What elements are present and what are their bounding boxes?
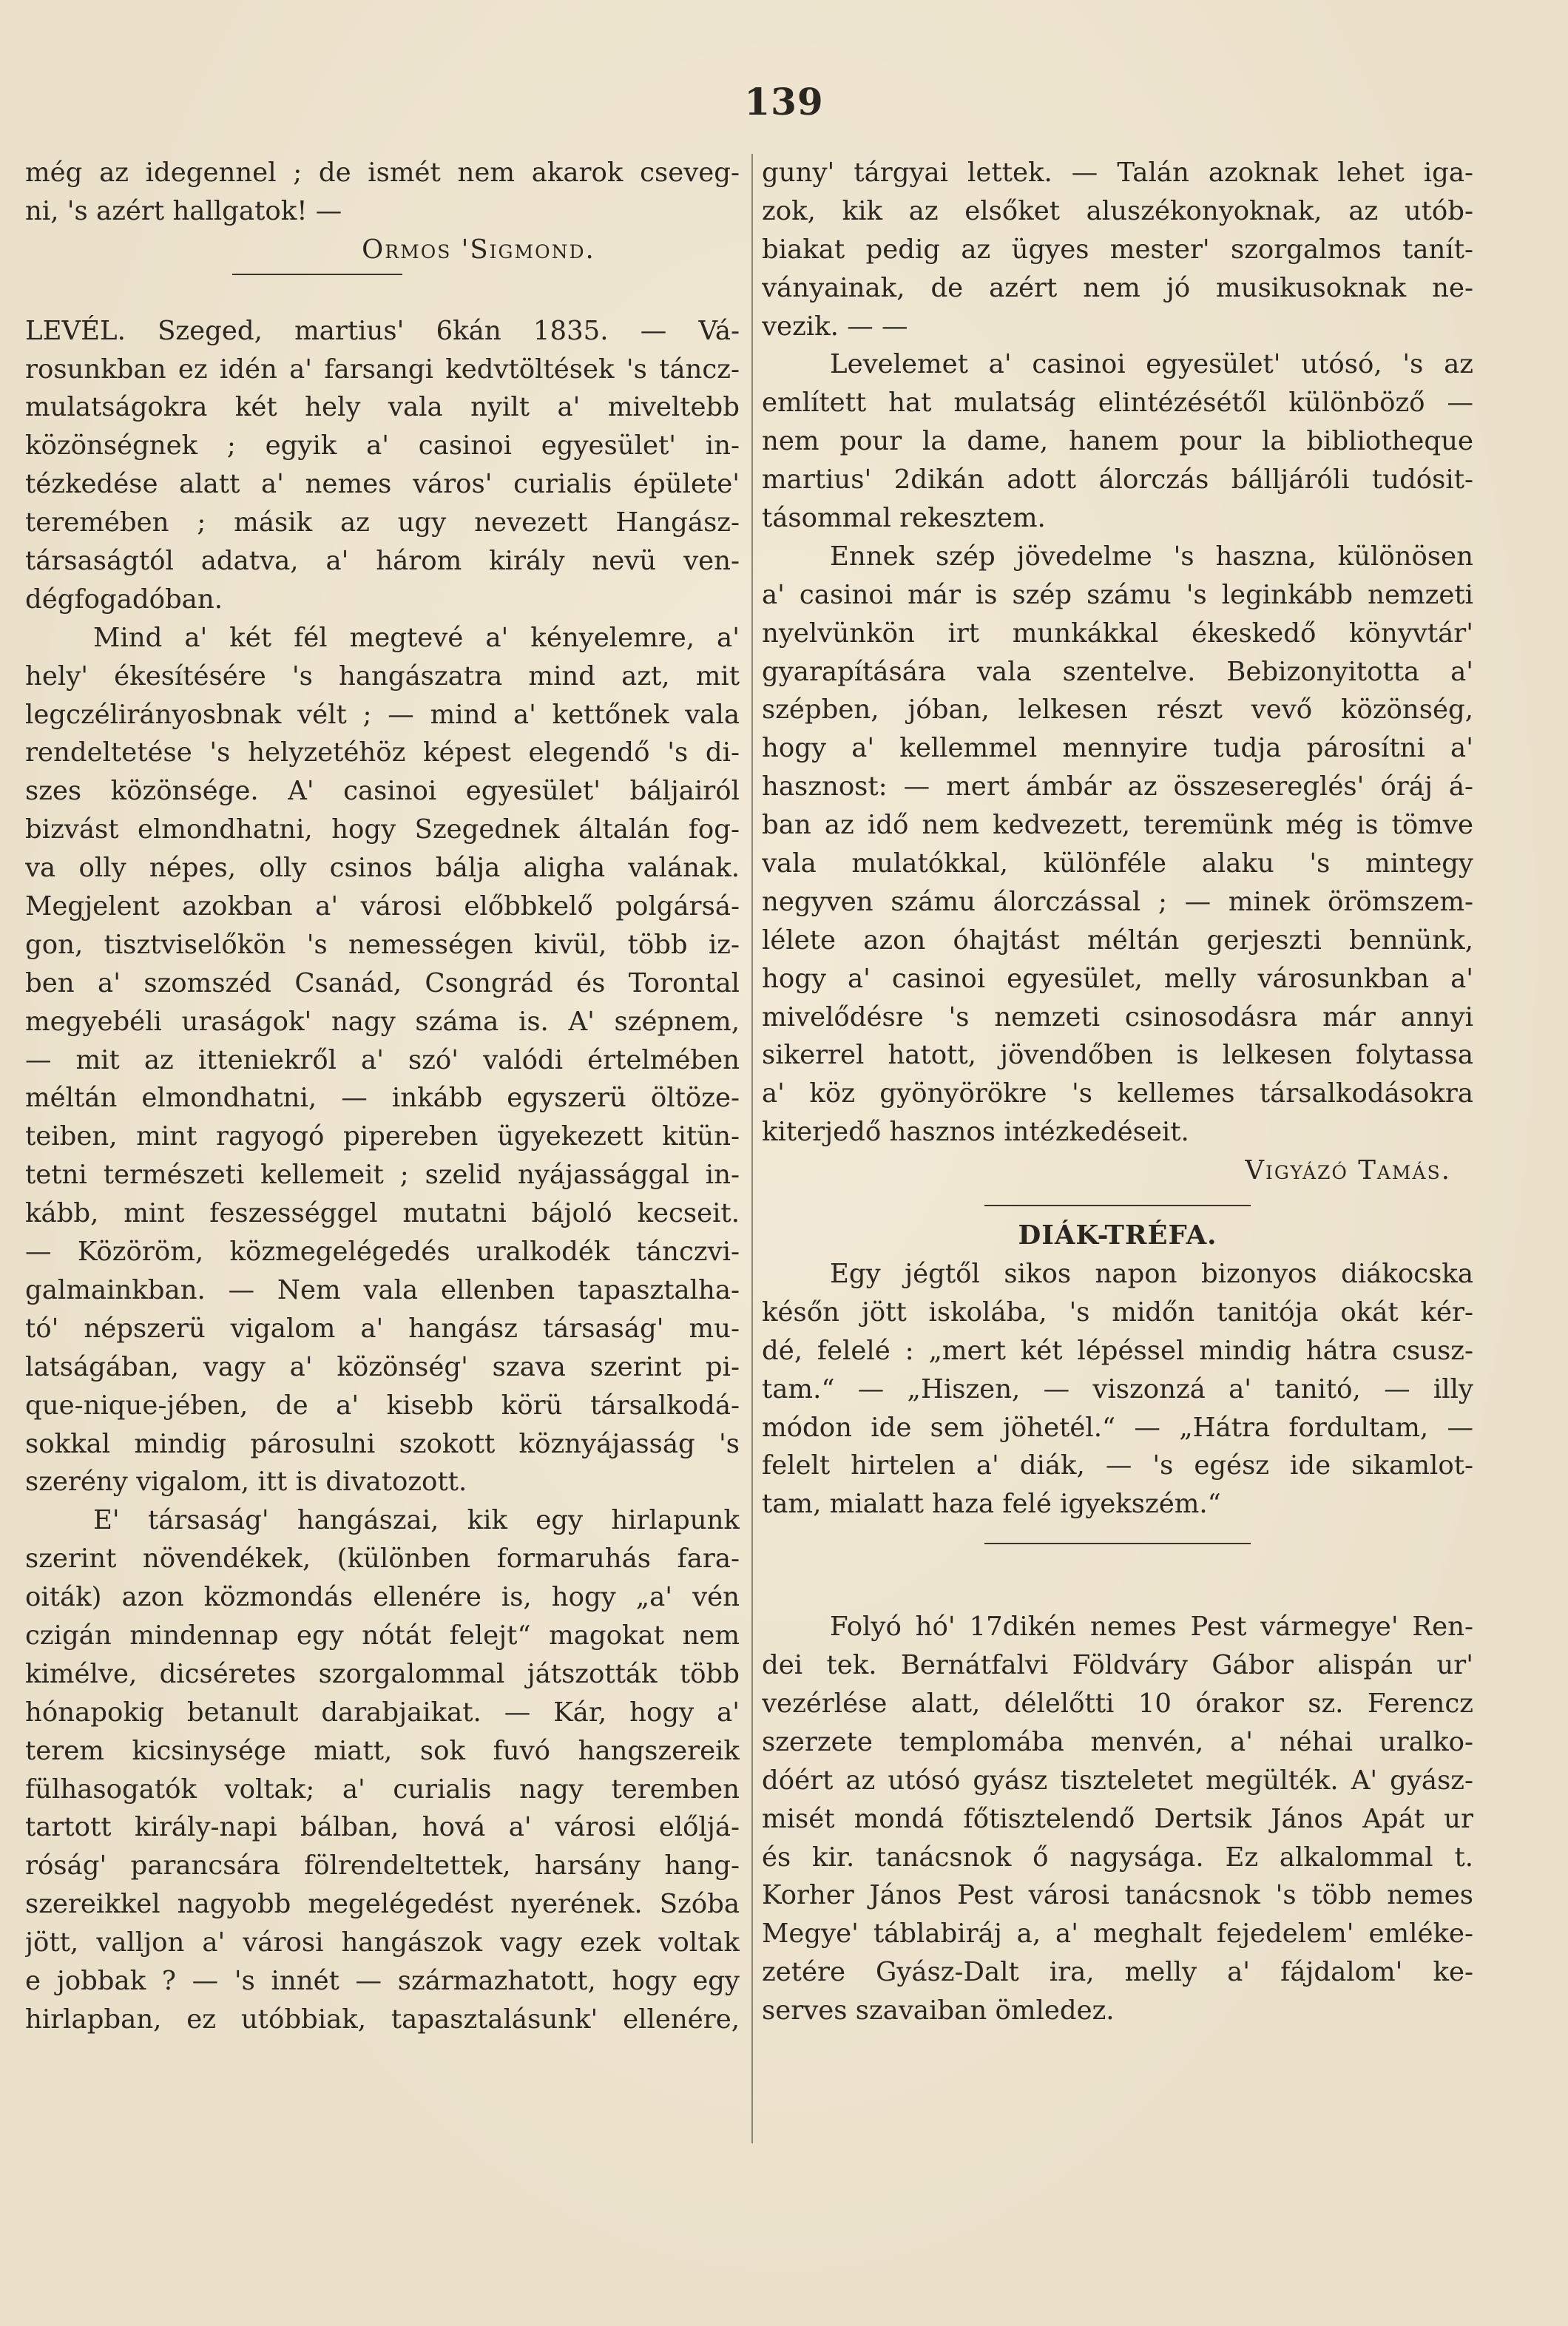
text-line: említett hat mulatság elintézésétől különböző — xyxy=(762,388,1473,419)
text-line: ványainak, de azért nem jó musikusoknak ne- xyxy=(762,272,1473,303)
text-line: rosunkban ez idén a' farsangi kedvtöltések 's táncz- xyxy=(25,354,740,385)
text-line: teremében ; másik az ugy nevezett Hangász- xyxy=(25,507,740,538)
text-line: tó' népszerü vigalom a' hangász társaság' mu- xyxy=(25,1313,740,1344)
text-line: E' társaság' hangászai, kik egy hirlapunk xyxy=(93,1505,740,1536)
text-line: galmainkban. — Nem vala ellenben tapasztalha- xyxy=(25,1274,740,1305)
text-line: méltán elmondhatni, — inkább egyszerü öltöze- xyxy=(25,1083,740,1114)
text-line: hasznost: — mert ámbár az összesereglés' óráj á- xyxy=(762,771,1473,802)
text-line: sikerrel hatott, jövendőben is lelkesen folytassa xyxy=(762,1040,1473,1071)
separator-rule xyxy=(984,1205,1251,1206)
text-line: Ennek szép jövedelme 's haszna, különösen xyxy=(830,541,1473,572)
text-line: vala mulatókkal, különféle alaku 's mintegy xyxy=(762,848,1473,879)
text-line: nem pour la dame, hanem pour la bibliotheque xyxy=(762,426,1473,457)
text-line: zok, kik az elsőket aluszékonyoknak, az utób- xyxy=(762,195,1473,226)
text-line: nyelvünkön irt munkákkal ékeskedő könyvtár' xyxy=(762,618,1473,649)
text-line: dei tek. Bernátfalvi Földváry Gábor alispán ur' xyxy=(762,1650,1473,1681)
text-line: szerény vigalom, itt is divatozott. xyxy=(25,1467,467,1498)
column-divider xyxy=(751,154,753,2143)
separator-rule xyxy=(232,274,402,275)
text-line: teiben, mint ragyogó pipereben ügyekezett kitün- xyxy=(25,1121,740,1152)
text-line: a' köz gyönyörökre 's kellemes társalkodásokra xyxy=(762,1078,1473,1109)
text-line: társaságtól adatva, a' három király nevü ven- xyxy=(25,546,740,577)
text-line: hónapokig betanult darabjaikat. — Kár, hogy a' xyxy=(25,1697,740,1728)
text-line: kiterjedő hasznos intézkedéseit. xyxy=(762,1117,1189,1148)
text-line: szépben, jóban, lelkesen részt vevő közönség, xyxy=(762,694,1473,726)
joke-paragraph xyxy=(762,1255,1473,1524)
text-line: rendeltetése 's helyzetéhöz képest elegendő 's di- xyxy=(25,737,740,768)
text-line: gyarapítására vala szentelve. Bebizonyitotta a' xyxy=(762,656,1473,687)
text-line: ban az idő nem kedvezett, teremünk még is tömve xyxy=(762,810,1473,841)
text-line: mulatságokra két hely vala nyilt a' miveltebb xyxy=(25,392,740,423)
text-line: guny' tárgyai lettek. — Talán azoknak lehet iga- xyxy=(762,158,1473,188)
text-line: — mit az itteniekről a' szó' valódi értelmében xyxy=(25,1044,740,1075)
text-line: martius' 2dikán adott álorczás bálljáróli tudósit- xyxy=(762,464,1473,496)
text-line: hogy a' casinoi egyesület, melly városunkban a' xyxy=(762,963,1473,994)
signature-vigyazo: Vigyázó Tamás. xyxy=(1245,1155,1451,1186)
text-line: tetni természeti kellemeit ; szelid nyájassággal in- xyxy=(25,1160,740,1191)
left-column xyxy=(25,154,740,2039)
text-line: misét mondá főtisztelendő Dertsik János Apát ur xyxy=(762,1803,1473,1834)
text-line: bizvást elmondhatni, hogy Szegednek általán fog- xyxy=(25,814,740,845)
paragraph xyxy=(25,619,740,1501)
text-line: terem kicsinysége miatt, sok fuvó hangszereik xyxy=(25,1735,740,1766)
text-line: que-nique-jében, de a' kisebb körü társalkodá- xyxy=(25,1390,740,1421)
text-line: oiták) azon közmondás ellenére is, hogy „a' vén xyxy=(25,1582,740,1613)
text-line: szes közönsége. A' casinoi egyesület' báljairól xyxy=(25,776,740,807)
text-line: róság' parancsára fölrendeltettek, harsány hang- xyxy=(25,1850,740,1882)
text-line: szereikkel nagyobb megelégedést nyerének. Szóba xyxy=(25,1889,740,1920)
text-line: Megye' táblabiráj a, a' meghalt fejedelem' emléke- xyxy=(762,1918,1473,1950)
text-line: közönségnek ; egyik a' casinoi egyesület' in- xyxy=(25,430,740,462)
text-line: szerzete templomába menvén, a' néhai uralko- xyxy=(762,1726,1473,1757)
intro-line: ni, 's azért hallgatok! — xyxy=(25,195,342,226)
text-line: zetére Gyász-Dalt ira, melly a' fájdalom' ke- xyxy=(762,1957,1473,1988)
text-line: hirlapban, ez utóbbiak, tapasztalásunk' ellenére, xyxy=(25,2004,740,2035)
separator-rule xyxy=(984,1543,1251,1544)
text-line: Folyó hó' 17dikén nemes Pest vármegye' Ren- xyxy=(830,1612,1473,1643)
text-line: — Közöröm, közmegelégedés uralkodék tánczvi- xyxy=(25,1237,740,1268)
text-line: tásommal rekesztem. xyxy=(762,503,1046,534)
text-line: jött, valljon a' városi hangászok vagy ezek voltak xyxy=(25,1927,740,1958)
text-line: latságában, vagy a' közönség' szava szerint pi- xyxy=(25,1351,740,1382)
text-line: legczélirányosbnak vélt ; — mind a' kettőnek vala xyxy=(25,699,740,730)
text-line: biakat pedig az ügyes mester' szorgalmos tanít- xyxy=(762,234,1473,265)
text-line: serves szavaiban ömledez. xyxy=(762,1995,1115,2026)
text-line: e jobbak ? — 's innét — származhatott, hogy egy xyxy=(25,1965,740,1996)
text-line: negyven számu álorczással ; — minek örömszem- xyxy=(762,886,1473,917)
right-column xyxy=(762,154,1473,2030)
text-line: módon ide sem jöhetél.“ — „Hátra fordultam, — xyxy=(762,1412,1473,1443)
text-line: Korher János Pest városi tanácsnok 's több nemes xyxy=(762,1880,1473,1911)
text-line: czigán mindennap egy nótát felejt“ magokat nem xyxy=(25,1620,740,1651)
text-line: Mind a' két fél megtevé a' kényelemre, a' xyxy=(93,622,740,653)
text-line: tézkedése alatt a' nemes város' curialis épülete' xyxy=(25,469,740,500)
paragraph xyxy=(762,345,1473,537)
text-line: tam, mialatt haza felé igyekszém.“ xyxy=(762,1489,1221,1520)
text-line: fülhasogatók voltak; a' curialis nagy teremben xyxy=(25,1774,740,1805)
text-line: mivelődésre 's nemzeti csinosodásra már annyi xyxy=(762,1001,1473,1032)
text-line: hogy a' kellemmel mennyire tudja párosítni a' xyxy=(762,733,1473,764)
text-line: kimélve, dicséretes szorgalommal játszották több xyxy=(25,1658,740,1689)
text-line: LEVÉL. Szeged, martius' 6kán 1835. — Vá- xyxy=(25,315,740,346)
text-line: dé, felelé : „mert két lépéssel mindig hátra csusz- xyxy=(762,1335,1473,1366)
text-line: ben a' szomszéd Csanád, Csongrád és Torontal xyxy=(25,967,740,998)
section-heading: DIÁK-TRÉFA. xyxy=(1018,1220,1217,1251)
letter-paragraph xyxy=(25,312,740,619)
text-line: vezik. — — xyxy=(762,311,908,342)
text-line: szerint növendékek, (különben formaruhás fara- xyxy=(25,1544,740,1575)
text-line: va olly népes, olly csinos bálja aligha valának. xyxy=(25,853,740,884)
paragraph xyxy=(25,1501,740,2038)
text-line: tam.“ — „Hiszen, — viszonzá a' tanitó, — illy xyxy=(762,1373,1473,1404)
signature-ormos: Ormos 'Sigmond. xyxy=(362,234,595,265)
news-paragraph xyxy=(762,1608,1473,2030)
text-line: tartott király-napi bálban, hová a' városi előljá- xyxy=(25,1812,740,1843)
text-line: és kir. tanácsnok ő nagysága. Ez alkalommal t. xyxy=(762,1842,1473,1873)
text-line: kább, mint feszességgel mutatni bájoló kecseit. xyxy=(25,1198,740,1229)
text-line: Egy jégtől sikos napon bizonyos diákocska xyxy=(830,1258,1473,1289)
text-line: Levelemet a' casinoi egyesület' utósó, 's az xyxy=(830,349,1473,380)
text-line: dégfogadóban. xyxy=(25,584,223,615)
page-number: 139 xyxy=(744,80,824,124)
paragraph xyxy=(762,154,1473,345)
text-line: sokkal mindig párosulni szokott köznyájasság 's xyxy=(25,1428,740,1459)
text-line: felelt hirtelen a' diák, — 's egész ide sikamlot- xyxy=(762,1450,1473,1481)
text-line: lélete azon óhajtást méltán gerjeszti bennünk, xyxy=(762,924,1473,956)
text-line: dóért az utósó gyász tiszteletet megülték. A' gyász- xyxy=(762,1765,1473,1796)
text-line: hely' ékesítésére 's hangászatra mind azt, mit xyxy=(25,660,740,692)
text-line: a' casinoi már is szép számu 's leginkább nemzeti xyxy=(762,579,1473,610)
intro-line: még az idegennel ; de ismét nem akarok cseveg- xyxy=(25,158,740,188)
text-line: vezérlése alatt, délelőtti 10 órakor sz. Ferencz xyxy=(762,1688,1473,1719)
text-line: Megjelent azokban a' városi előbbkelő polgársá- xyxy=(25,891,740,922)
paragraph xyxy=(762,538,1473,1152)
text-line: megyebéli uraságok' nagy száma is. A' szépnem, xyxy=(25,1006,740,1037)
text-line: gon, tisztviselőkön 's nemességen kivül, több iz- xyxy=(25,929,740,960)
text-line: későn jött iskolába, 's midőn tanitója okát kér- xyxy=(762,1296,1473,1328)
